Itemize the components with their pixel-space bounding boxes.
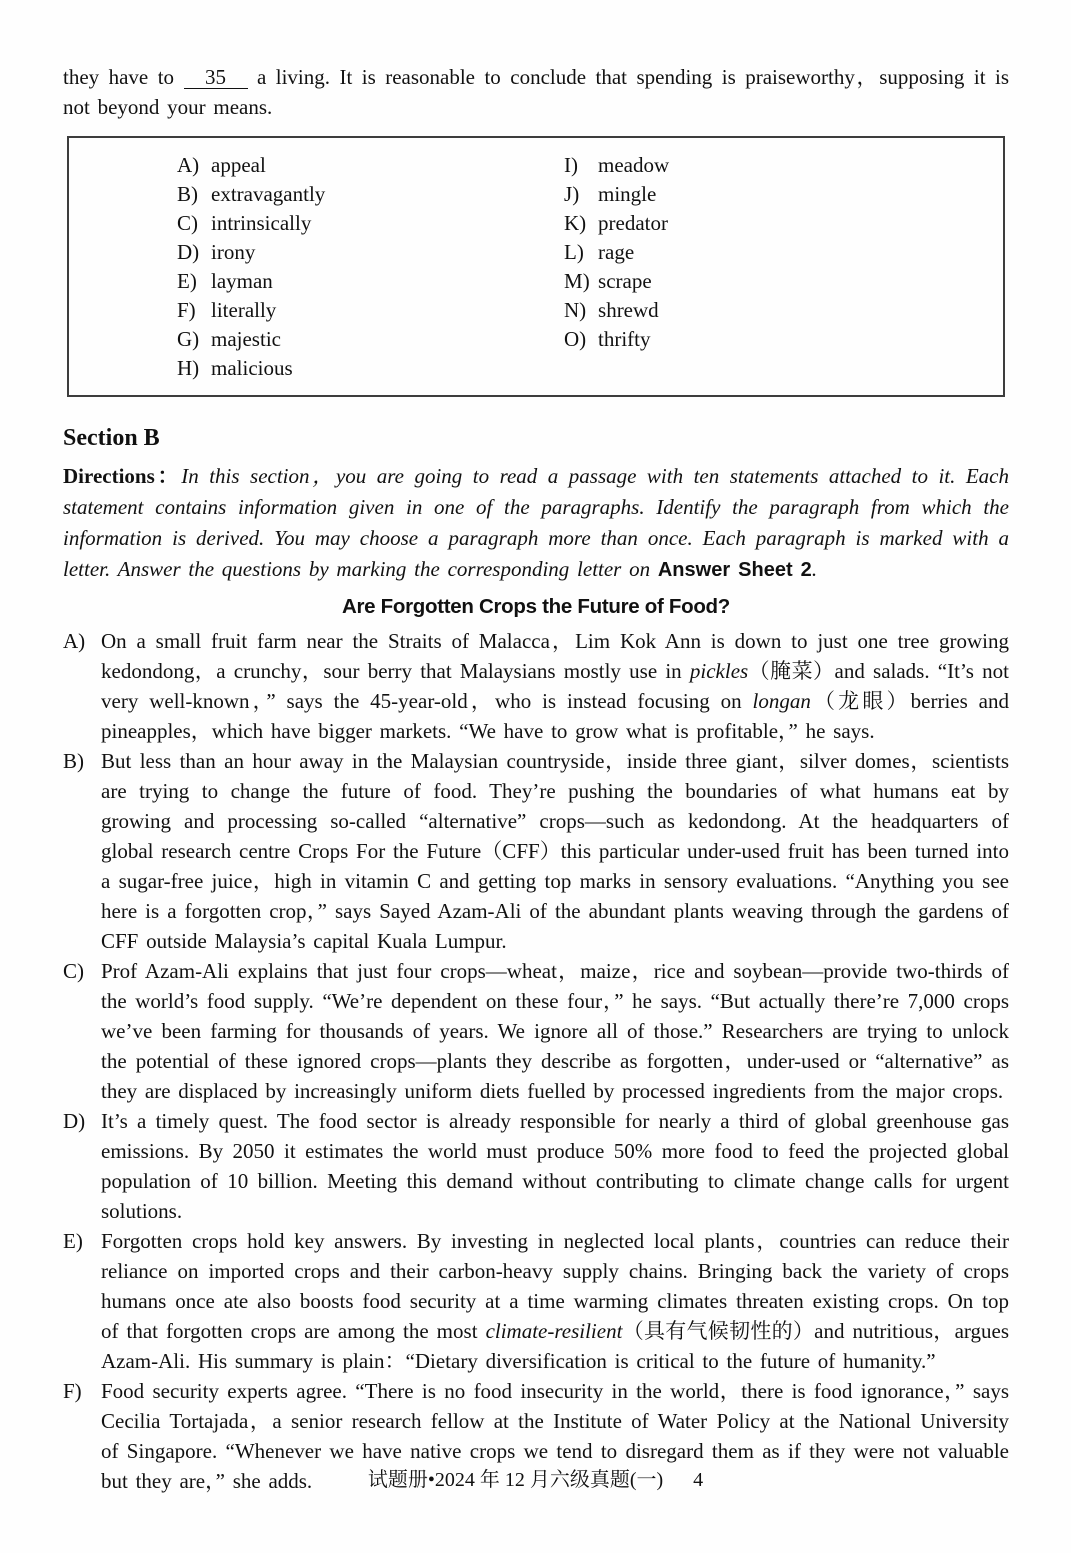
directions-paragraph — [63, 461, 1009, 586]
section-b-heading: Section B — [63, 425, 160, 451]
option-letter: H) — [177, 356, 200, 380]
word-bank-right-column — [564, 151, 1003, 383]
option-letter: O) — [564, 327, 587, 351]
directions-label: Directions： — [63, 464, 182, 488]
option-word: literally — [211, 298, 277, 322]
option-word: shrewd — [598, 298, 659, 322]
option-letter: F) — [177, 298, 196, 322]
option-word: malicious — [211, 356, 293, 380]
paragraph-text: Food security experts agree. “There is no food insecurity in the world，there is food ignorance，” says Cecilia Tortajada，a senior research fellow at the Institute of Water Policy at the National University of Singapore. “Whenever we have native crops we tend to disregard them as if they were not valuable but they are，” she adds. — [101, 1379, 1009, 1493]
option-j — [564, 180, 1003, 209]
paragraph-segment: Forgotten crops hold key answers. By investing in neglected local plants，countries can reduce their reliance on imported crops and their carbon-heavy supply chains. Bringing back the variety of crops humans once ate also boosts food security at a time warming climates threaten existing crops. On top of that forgotten crops are among the most — [101, 1229, 1009, 1343]
paragraph-segment: On a small fruit farm near the Straits of Malacca，Lim Kok Ann is down to just one tree growing kedondong，a crunchy，sour berry that Malaysians mostly use in — [101, 629, 1009, 683]
paragraph-e — [63, 1226, 1009, 1376]
page-number: 4 — [693, 1469, 704, 1491]
option-h — [177, 354, 564, 383]
paragraph-d — [63, 1106, 1009, 1226]
option-letter: K) — [564, 211, 587, 235]
answer-sheet-reference: Answer Sheet 2 — [657, 559, 812, 581]
option-word: irony — [211, 240, 256, 264]
paragraph-text: It’s a timely quest. The food sector is already responsible for nearly a third of global greenhouse gas emissions. By 2050 it estimates the world must produce 50% more food to feed the projected global population of 10 billion. Meeting this demand without contributing to climate change calls for urgent solutions. — [101, 1109, 1009, 1223]
option-letter: M) — [564, 269, 590, 293]
option-e — [177, 267, 564, 296]
option-word: appeal — [211, 153, 266, 177]
option-word: layman — [211, 269, 273, 293]
paragraph-letter: C) — [63, 959, 84, 983]
passage-title: Are Forgotten Crops the Future of Food? — [341, 595, 730, 618]
directions-body: In this section，you are going to read a passage with ten statements attached to it. Each statement contains information given in one of the paragraphs. Identify the paragraph from which the information is derived. You may choose a paragraph more than once. Each paragraph is marked with a letter. Answer the questions by marking the corresponding letter on — [63, 464, 1009, 581]
option-letter: B) — [177, 182, 198, 206]
paragraph-letter: D) — [63, 1109, 86, 1133]
paragraph-segment: （具有气候韧性的）and nutritious，argues Azam-Ali. His summary is plain：“Dietary diversification is critical to the future of humanity.” — [101, 1319, 1009, 1373]
paragraph-segment: （龙眼）berries and pineapples，which have bigger markets. “We have to grow what is profitable，” he says. — [101, 689, 1009, 743]
paragraph-segment: （腌菜）and salads. “It’s not very well-known，” says the 45-year-old，who is instead focusing on — [101, 659, 1009, 713]
paragraph-a — [63, 626, 1009, 746]
option-word: intrinsically — [211, 211, 312, 235]
option-letter: G) — [177, 327, 200, 351]
paragraph-letter: B) — [63, 749, 84, 773]
paragraph-text: Prof Azam-Ali explains that just four crops—wheat，maize，rice and soybean—provide two-thirds of the world’s food supply. “We’re dependent on these four，” he says. “But actually there’re 7,000 crops we’ve been farming for thousands of years. We ignore all of those.” Researchers are trying to unlock the potential of these ignored crops—plants they describe as forgotten，under-used or “alternative” as they are displaced by increasingly uniform diets fuelled by processed ingredients from the major crops. — [101, 959, 1009, 1103]
italic-term: longan — [752, 689, 811, 713]
option-word: mingle — [598, 182, 657, 206]
option-letter: C) — [177, 211, 198, 235]
paragraph-letter: A) — [63, 629, 86, 653]
option-letter: L) — [564, 240, 584, 264]
option-word: majestic — [211, 327, 281, 351]
option-k — [564, 209, 1003, 238]
option-i — [564, 151, 1003, 180]
option-letter: D) — [177, 240, 200, 264]
paragraph-letter: E) — [63, 1229, 83, 1253]
booklet-title: 试题册•2024 年 12 月六级真题(一) — [367, 1469, 664, 1491]
paragraph-c — [63, 956, 1009, 1106]
intro-post-blank-text: a living. It is reasonable to conclude that spending is praiseworthy，supposing it is not beyond your means. — [63, 65, 1010, 119]
option-word: extravagantly — [211, 182, 326, 206]
option-word: meadow — [598, 153, 670, 177]
intro-pre-blank-text: they have to — [63, 65, 175, 89]
paragraph-b — [63, 746, 1009, 956]
option-word: rage — [598, 240, 635, 264]
directions-tail: . — [811, 557, 818, 581]
option-word: predator — [598, 211, 668, 235]
option-b — [177, 180, 564, 209]
option-letter: A) — [177, 153, 200, 177]
italic-term: climate-resilient — [485, 1319, 623, 1343]
option-word: thrifty — [598, 327, 651, 351]
italic-term: pickles — [689, 659, 749, 683]
option-letter: I) — [564, 153, 579, 177]
option-l — [564, 238, 1003, 267]
option-f — [177, 296, 564, 325]
option-letter: N) — [564, 298, 587, 322]
fill-in-blank-35: 35 — [184, 66, 248, 89]
word-bank-left-column — [69, 151, 564, 383]
intro-paragraph — [63, 62, 1009, 122]
option-o — [564, 325, 1003, 354]
option-a — [177, 151, 564, 180]
word-bank-box — [67, 136, 1005, 397]
option-letter: E) — [177, 269, 197, 293]
paragraph-text: But less than an hour away in the Malaysian countryside，inside three giant，silver domes，scientists are trying to change the future of food. They’re pushing the boundaries of what humans eat by growing and processing so-called “alternative” crops—such as kedondong. At the headquarters of global research centre Crops For the Future（CFF）this particular under-used fruit has been turned into a sugar-free juice，high in vitamin C and getting top marks in sensory evaluations. “Anything you see here is a forgotten crop，” says Sayed Azam-Ali of the abundant plants weaving through the gardens of CFF outside Malaysia’s capital Kuala Lumpur. — [101, 749, 1009, 953]
option-c — [177, 209, 564, 238]
paragraph-letter: F) — [63, 1379, 82, 1403]
option-word: scrape — [598, 269, 652, 293]
option-n — [564, 296, 1003, 325]
option-letter: J) — [564, 182, 580, 206]
page-footer — [0, 1465, 1071, 1495]
paragraph-text — [101, 1226, 1009, 1376]
option-d — [177, 238, 564, 267]
option-m — [564, 267, 1003, 296]
paragraph-text — [101, 626, 1009, 746]
option-g — [177, 325, 564, 354]
